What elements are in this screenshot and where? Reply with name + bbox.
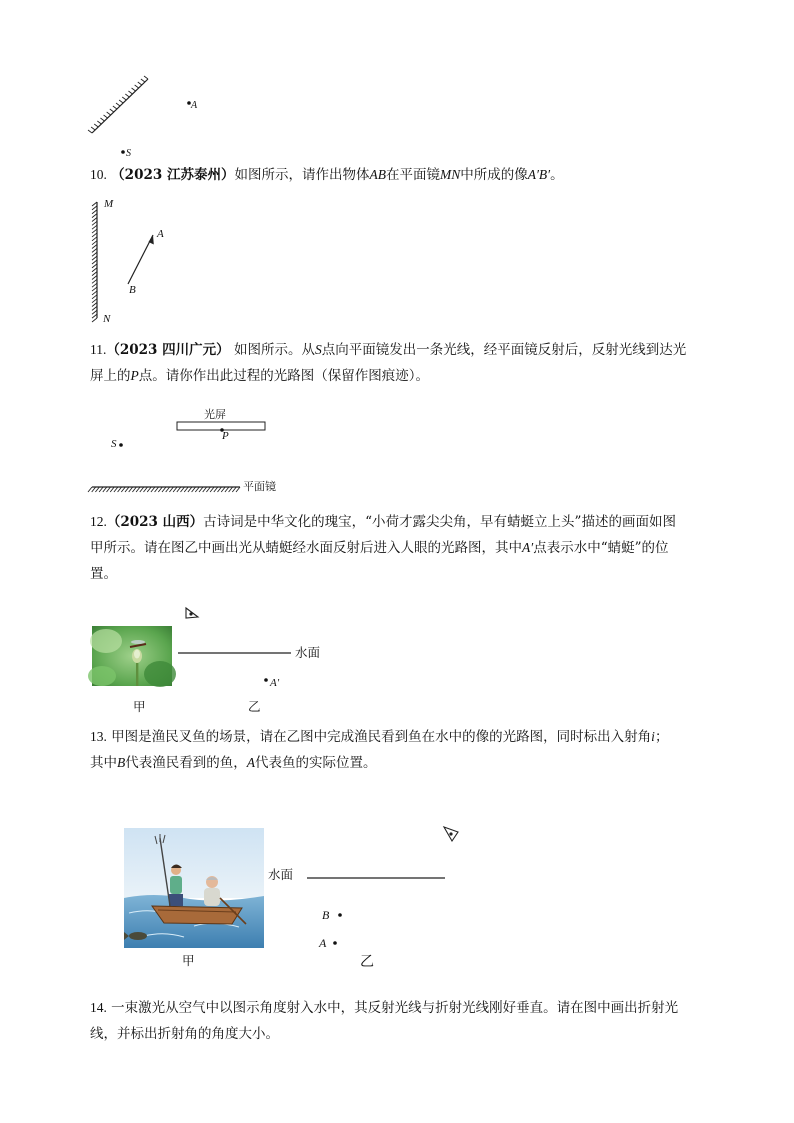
q12-label-a-prime: A′ (270, 677, 280, 689)
eye-icon (444, 827, 458, 841)
question-14: 14. 一束激光从空气中以图示角度射入水中，其反射光线与折射光线刚好垂直。请在图中画出折射光 线，并标出折射角的角度大小。 (90, 1000, 679, 1042)
question-11: 11.（2023 四川广元） 如图所示。从S点向平面镜发出一条光线，经平面镜反射后，反射光线到达光 屏上的P点。请你作出此过程的光路图（保留作图痕迹）。 (90, 342, 687, 384)
q13-label-b: B (322, 908, 330, 922)
q9-label-s: S (126, 148, 131, 159)
q10-object-ab (128, 235, 154, 284)
q11-label-p: P (222, 430, 229, 442)
q9-label-a: A (191, 100, 198, 111)
q11-point-s (119, 443, 123, 447)
q13-point-b (338, 913, 342, 917)
q12-caption-yi: 乙 (248, 699, 261, 714)
q12-figure-yi (0, 600, 794, 690)
q11-screen-label: 光屏 (204, 408, 226, 421)
q11-figure (0, 405, 794, 495)
q11-label-s: S (111, 438, 117, 450)
q13-point-a (333, 941, 337, 945)
q10-label-b: B (129, 284, 136, 296)
q10-figure (0, 190, 794, 330)
q10-label-m: M (104, 198, 114, 210)
eye-icon (186, 608, 198, 618)
q12-point-a-prime (264, 678, 268, 682)
q11-mirror-label: 平面镜 (243, 480, 276, 493)
q12-caption-jia: 甲 (133, 699, 146, 714)
q13-figure-yi (0, 815, 794, 955)
q13-water-label: 水面 (268, 867, 294, 882)
q9-mirror (88, 76, 148, 133)
q10-label-n: N (103, 313, 111, 325)
question-13: 13. 甲图是渔民叉鱼的场景，请在乙图中完成渔民看到鱼在水中的像的光路图，同时标出入射角i； 其中B代表渔民看到的鱼，A代表鱼的实际位置。 (90, 729, 669, 771)
q12-water-label: 水面 (295, 645, 321, 660)
question-10: 10. （2023 江苏泰州）如图所示，请作出物体AB在平面镜MN中所成的像A′B′。 (90, 167, 564, 183)
question-12: 12.（2023 山西）古诗词是中华文化的瑰宝，“小荷才露尖尖角，早有蜻蜓立上头”描述的画面如图 甲所示。请在图乙中画出光从蜻蜓经水面反射后进入人眼的光路图，其中A′点表示水中“蜻蜓”的位 置。 (90, 514, 676, 582)
q11-plane-mirror (88, 487, 240, 492)
q9-point-s (121, 150, 125, 154)
q10-label-a: A (157, 228, 164, 240)
q9-figure (0, 0, 794, 160)
q10-mirror-mn (92, 202, 97, 322)
q13-label-a: A (319, 936, 327, 950)
q13-caption-yi: 乙 (360, 954, 374, 970)
q13-caption-jia: 甲 (182, 953, 195, 968)
